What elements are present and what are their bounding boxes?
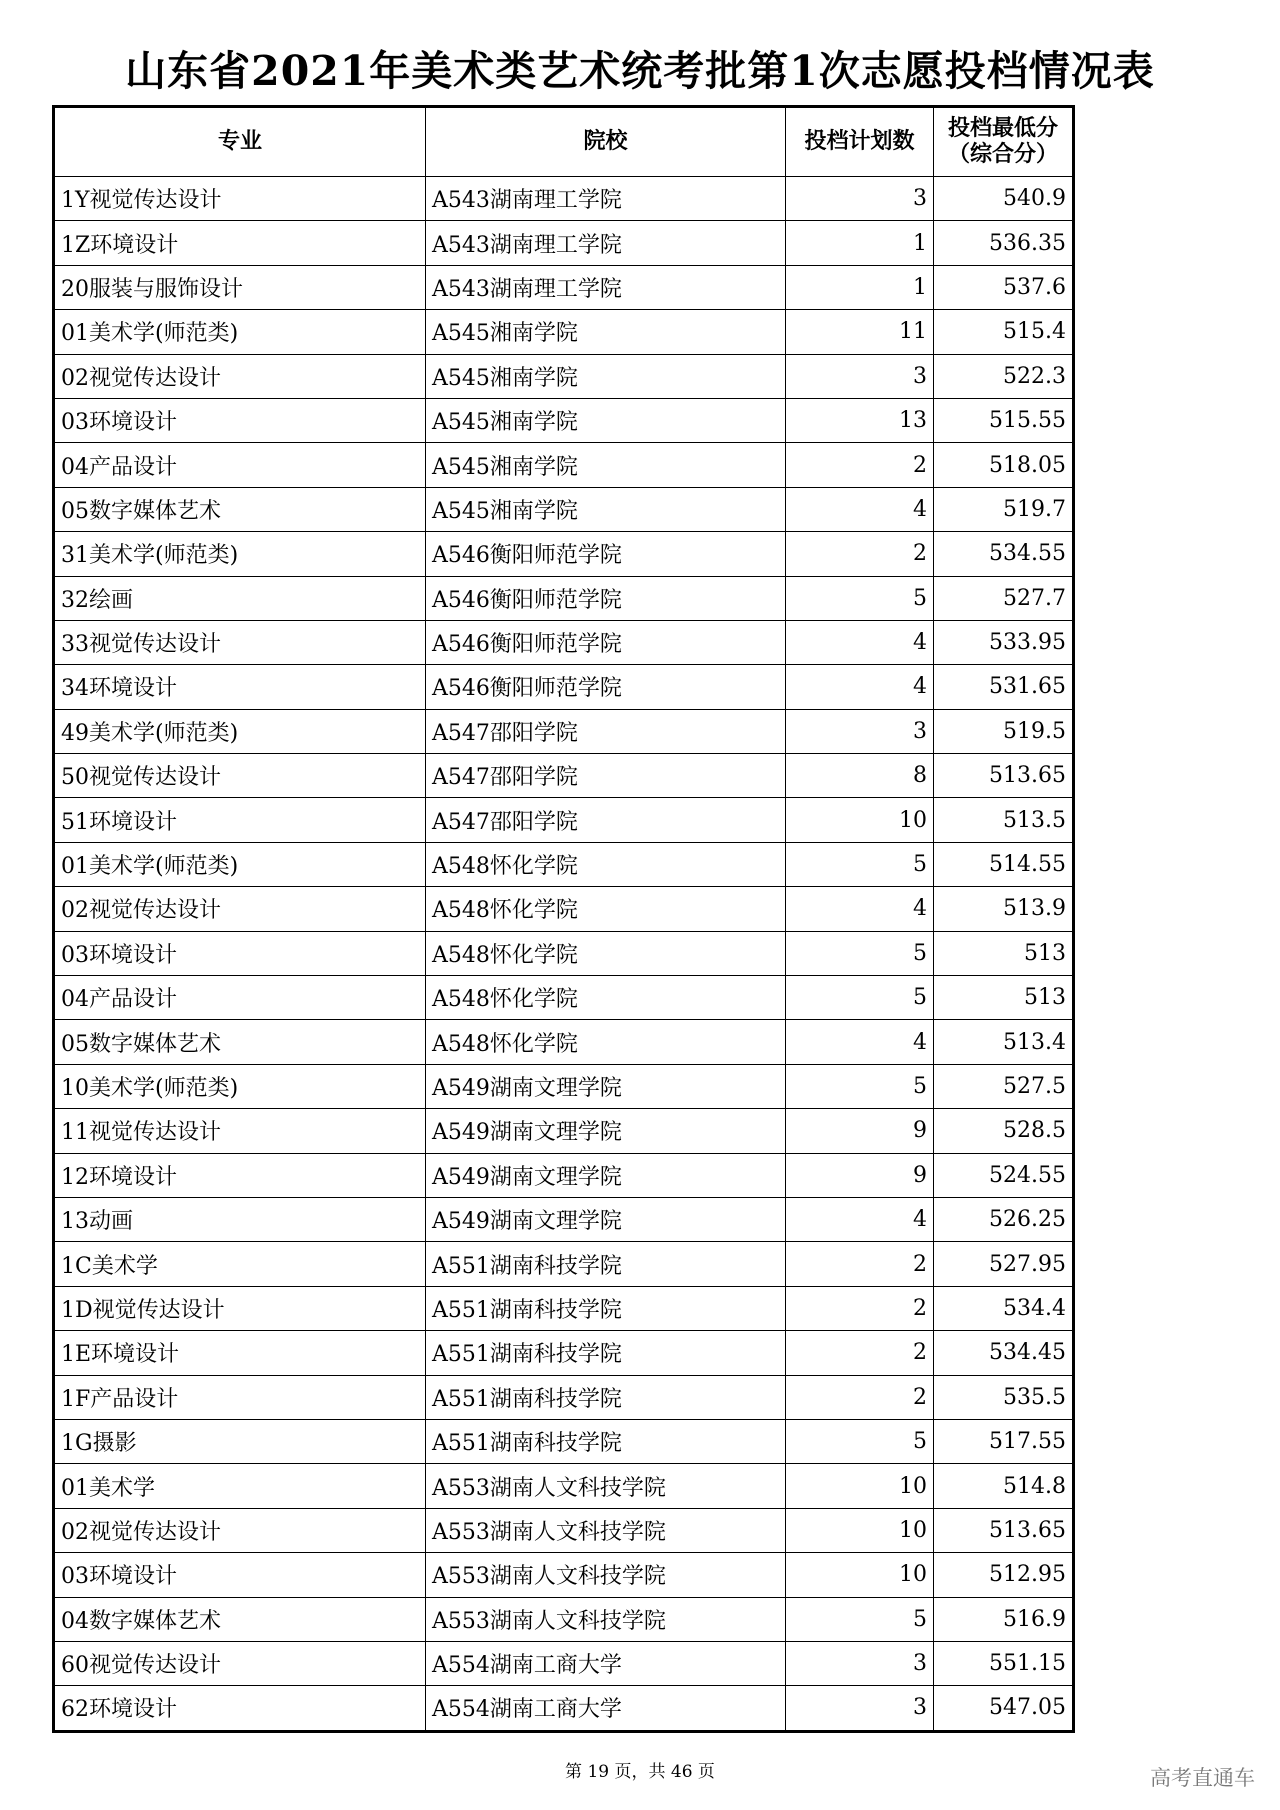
cell-major: 1G摄影 <box>54 1419 426 1463</box>
cell-plan-count: 5 <box>786 1597 934 1641</box>
cell-school: A543湖南理工学院 <box>426 221 786 265</box>
cell-plan-count: 5 <box>786 576 934 620</box>
cell-school: A553湖南人文科技学院 <box>426 1553 786 1597</box>
cell-school: A545湘南学院 <box>426 443 786 487</box>
cell-major: 1Y视觉传达设计 <box>54 177 426 221</box>
cell-plan-count: 4 <box>786 1020 934 1064</box>
header-school: 院校 <box>426 107 786 177</box>
header-min-score: 投档最低分 （综合分） <box>934 107 1074 177</box>
cell-school: A553湖南人文科技学院 <box>426 1508 786 1552</box>
cell-plan-count: 5 <box>786 842 934 886</box>
cell-school: A549湖南文理学院 <box>426 1153 786 1197</box>
cell-plan-count: 2 <box>786 1331 934 1375</box>
cell-major: 02视觉传达设计 <box>54 354 426 398</box>
cell-plan-count: 3 <box>786 354 934 398</box>
cell-school: A553湖南人文科技学院 <box>426 1597 786 1641</box>
cell-major: 10美术学(师范类) <box>54 1064 426 1108</box>
cell-min-score: 527.95 <box>934 1242 1074 1286</box>
cell-plan-count: 2 <box>786 443 934 487</box>
cell-min-score: 514.55 <box>934 842 1074 886</box>
table-row <box>54 887 1074 931</box>
header-major: 专业 <box>54 107 426 177</box>
cell-school: A551湖南科技学院 <box>426 1419 786 1463</box>
cell-major: 11视觉传达设计 <box>54 1109 426 1153</box>
cell-major: 03环境设计 <box>54 398 426 442</box>
cell-plan-count: 10 <box>786 798 934 842</box>
cell-min-score: 540.9 <box>934 177 1074 221</box>
cell-school: A551湖南科技学院 <box>426 1286 786 1330</box>
admission-table <box>52 105 1075 1733</box>
table-row <box>54 576 1074 620</box>
cell-major: 50视觉传达设计 <box>54 754 426 798</box>
cell-min-score: 513 <box>934 931 1074 975</box>
table-row <box>54 709 1074 753</box>
cell-school: A545湘南学院 <box>426 398 786 442</box>
table-row <box>54 1153 1074 1197</box>
table-row <box>54 177 1074 221</box>
cell-plan-count: 5 <box>786 931 934 975</box>
cell-major: 1E环境设计 <box>54 1331 426 1375</box>
cell-major: 01美术学(师范类) <box>54 842 426 886</box>
cell-plan-count: 4 <box>786 665 934 709</box>
table-row <box>54 532 1074 576</box>
cell-min-score: 522.3 <box>934 354 1074 398</box>
cell-major: 01美术学(师范类) <box>54 310 426 354</box>
cell-plan-count: 1 <box>786 221 934 265</box>
cell-min-score: 533.95 <box>934 620 1074 664</box>
cell-plan-count: 8 <box>786 754 934 798</box>
cell-school: A543湖南理工学院 <box>426 265 786 309</box>
table-row <box>54 620 1074 664</box>
cell-major: 03环境设计 <box>54 1553 426 1597</box>
cell-min-score: 519.7 <box>934 487 1074 531</box>
table-body <box>54 177 1074 1732</box>
cell-plan-count: 2 <box>786 1286 934 1330</box>
cell-min-score: 537.6 <box>934 265 1074 309</box>
cell-min-score: 513.4 <box>934 1020 1074 1064</box>
table-row <box>54 1331 1074 1375</box>
cell-school: A548怀化学院 <box>426 1020 786 1064</box>
cell-major: 05数字媒体艺术 <box>54 1020 426 1064</box>
watermark-text: 高考直通车 <box>1150 1766 1255 1790</box>
cell-school: A553湖南人文科技学院 <box>426 1464 786 1508</box>
cell-plan-count: 3 <box>786 1641 934 1685</box>
cell-school: A546衡阳师范学院 <box>426 620 786 664</box>
cell-school: A554湖南工商大学 <box>426 1641 786 1685</box>
table-row <box>54 665 1074 709</box>
cell-school: A545湘南学院 <box>426 310 786 354</box>
cell-min-score: 551.15 <box>934 1641 1074 1685</box>
cell-major: 13动画 <box>54 1197 426 1241</box>
cell-school: A547邵阳学院 <box>426 798 786 842</box>
table-header-row <box>54 107 1074 177</box>
cell-plan-count: 4 <box>786 1197 934 1241</box>
cell-min-score: 528.5 <box>934 1109 1074 1153</box>
cell-min-score: 547.05 <box>934 1686 1074 1731</box>
cell-min-score: 526.25 <box>934 1197 1074 1241</box>
cell-school: A543湖南理工学院 <box>426 177 786 221</box>
table-row <box>54 443 1074 487</box>
cell-major: 02视觉传达设计 <box>54 887 426 931</box>
cell-school: A554湖南工商大学 <box>426 1686 786 1731</box>
table-row <box>54 1064 1074 1108</box>
cell-min-score: 512.95 <box>934 1553 1074 1597</box>
cell-major: 49美术学(师范类) <box>54 709 426 753</box>
cell-min-score: 534.55 <box>934 532 1074 576</box>
cell-major: 03环境设计 <box>54 931 426 975</box>
cell-plan-count: 5 <box>786 1419 934 1463</box>
cell-plan-count: 3 <box>786 709 934 753</box>
table-row <box>54 1197 1074 1241</box>
cell-plan-count: 2 <box>786 1242 934 1286</box>
header-plan-count: 投档计划数 <box>786 107 934 177</box>
cell-major: 1Z环境设计 <box>54 221 426 265</box>
cell-school: A549湖南文理学院 <box>426 1109 786 1153</box>
cell-min-score: 527.5 <box>934 1064 1074 1108</box>
cell-plan-count: 3 <box>786 1686 934 1731</box>
cell-min-score: 513.9 <box>934 887 1074 931</box>
cell-plan-count: 5 <box>786 1064 934 1108</box>
cell-school: A551湖南科技学院 <box>426 1331 786 1375</box>
cell-school: A548怀化学院 <box>426 976 786 1020</box>
cell-school: A549湖南文理学院 <box>426 1197 786 1241</box>
cell-major: 04数字媒体艺术 <box>54 1597 426 1641</box>
cell-min-score: 527.7 <box>934 576 1074 620</box>
cell-plan-count: 5 <box>786 976 934 1020</box>
cell-major: 05数字媒体艺术 <box>54 487 426 531</box>
cell-major: 62环境设计 <box>54 1686 426 1731</box>
cell-min-score: 515.4 <box>934 310 1074 354</box>
table-row <box>54 1242 1074 1286</box>
cell-min-score: 514.8 <box>934 1464 1074 1508</box>
table-row <box>54 842 1074 886</box>
cell-major: 32绘画 <box>54 576 426 620</box>
table-row <box>54 1109 1074 1153</box>
cell-min-score: 534.4 <box>934 1286 1074 1330</box>
cell-plan-count: 2 <box>786 1375 934 1419</box>
table-row <box>54 1020 1074 1064</box>
cell-plan-count: 10 <box>786 1553 934 1597</box>
cell-school: A547邵阳学院 <box>426 754 786 798</box>
cell-plan-count: 11 <box>786 310 934 354</box>
cell-min-score: 516.9 <box>934 1597 1074 1641</box>
cell-plan-count: 9 <box>786 1109 934 1153</box>
cell-plan-count: 4 <box>786 620 934 664</box>
cell-min-score: 517.55 <box>934 1419 1074 1463</box>
cell-plan-count: 3 <box>786 177 934 221</box>
table-row <box>54 1375 1074 1419</box>
cell-major: 1D视觉传达设计 <box>54 1286 426 1330</box>
page-footer: 第 19 页，共 46 页 <box>565 1762 715 1782</box>
table-row <box>54 976 1074 1020</box>
cell-school: A545湘南学院 <box>426 354 786 398</box>
cell-school: A548怀化学院 <box>426 842 786 886</box>
cell-major: 12环境设计 <box>54 1153 426 1197</box>
cell-min-score: 513 <box>934 976 1074 1020</box>
cell-major: 33视觉传达设计 <box>54 620 426 664</box>
cell-school: A551湖南科技学院 <box>426 1242 786 1286</box>
cell-plan-count: 4 <box>786 887 934 931</box>
cell-plan-count: 10 <box>786 1464 934 1508</box>
cell-plan-count: 1 <box>786 265 934 309</box>
cell-major: 01美术学 <box>54 1464 426 1508</box>
table-row <box>54 931 1074 975</box>
cell-plan-count: 4 <box>786 487 934 531</box>
table-row <box>54 354 1074 398</box>
cell-school: A548怀化学院 <box>426 887 786 931</box>
cell-major: 02视觉传达设计 <box>54 1508 426 1552</box>
cell-plan-count: 9 <box>786 1153 934 1197</box>
cell-min-score: 515.55 <box>934 398 1074 442</box>
cell-plan-count: 13 <box>786 398 934 442</box>
table-row <box>54 1286 1074 1330</box>
cell-min-score: 524.55 <box>934 1153 1074 1197</box>
cell-school: A547邵阳学院 <box>426 709 786 753</box>
cell-min-score: 536.35 <box>934 221 1074 265</box>
cell-school: A551湖南科技学院 <box>426 1375 786 1419</box>
table-row <box>54 221 1074 265</box>
cell-major: 1F产品设计 <box>54 1375 426 1419</box>
cell-school: A549湖南文理学院 <box>426 1064 786 1108</box>
table-row <box>54 1464 1074 1508</box>
table-row <box>54 487 1074 531</box>
cell-major: 1C美术学 <box>54 1242 426 1286</box>
cell-major: 20服装与服饰设计 <box>54 265 426 309</box>
cell-min-score: 534.45 <box>934 1331 1074 1375</box>
cell-min-score: 518.05 <box>934 443 1074 487</box>
table-row <box>54 1686 1074 1731</box>
cell-min-score: 531.65 <box>934 665 1074 709</box>
table-row <box>54 265 1074 309</box>
cell-min-score: 513.65 <box>934 754 1074 798</box>
cell-school: A546衡阳师范学院 <box>426 665 786 709</box>
table-row <box>54 1553 1074 1597</box>
cell-school: A546衡阳师范学院 <box>426 532 786 576</box>
cell-school: A545湘南学院 <box>426 487 786 531</box>
table-row <box>54 1641 1074 1685</box>
cell-min-score: 535.5 <box>934 1375 1074 1419</box>
cell-major: 51环境设计 <box>54 798 426 842</box>
cell-school: A546衡阳师范学院 <box>426 576 786 620</box>
table-row <box>54 798 1074 842</box>
cell-major: 34环境设计 <box>54 665 426 709</box>
cell-major: 60视觉传达设计 <box>54 1641 426 1685</box>
cell-min-score: 513.65 <box>934 1508 1074 1552</box>
table-row <box>54 310 1074 354</box>
cell-major: 04产品设计 <box>54 443 426 487</box>
cell-major: 31美术学(师范类) <box>54 532 426 576</box>
cell-school: A548怀化学院 <box>426 931 786 975</box>
cell-plan-count: 10 <box>786 1508 934 1552</box>
table-row <box>54 398 1074 442</box>
table-row <box>54 1419 1074 1463</box>
cell-min-score: 519.5 <box>934 709 1074 753</box>
table-row <box>54 1508 1074 1552</box>
page-title: 山东省2021年美术类艺术统考批第1次志愿投档情况表 <box>125 47 1155 95</box>
cell-major: 04产品设计 <box>54 976 426 1020</box>
table-row <box>54 1597 1074 1641</box>
table-row <box>54 754 1074 798</box>
cell-min-score: 513.5 <box>934 798 1074 842</box>
cell-plan-count: 2 <box>786 532 934 576</box>
